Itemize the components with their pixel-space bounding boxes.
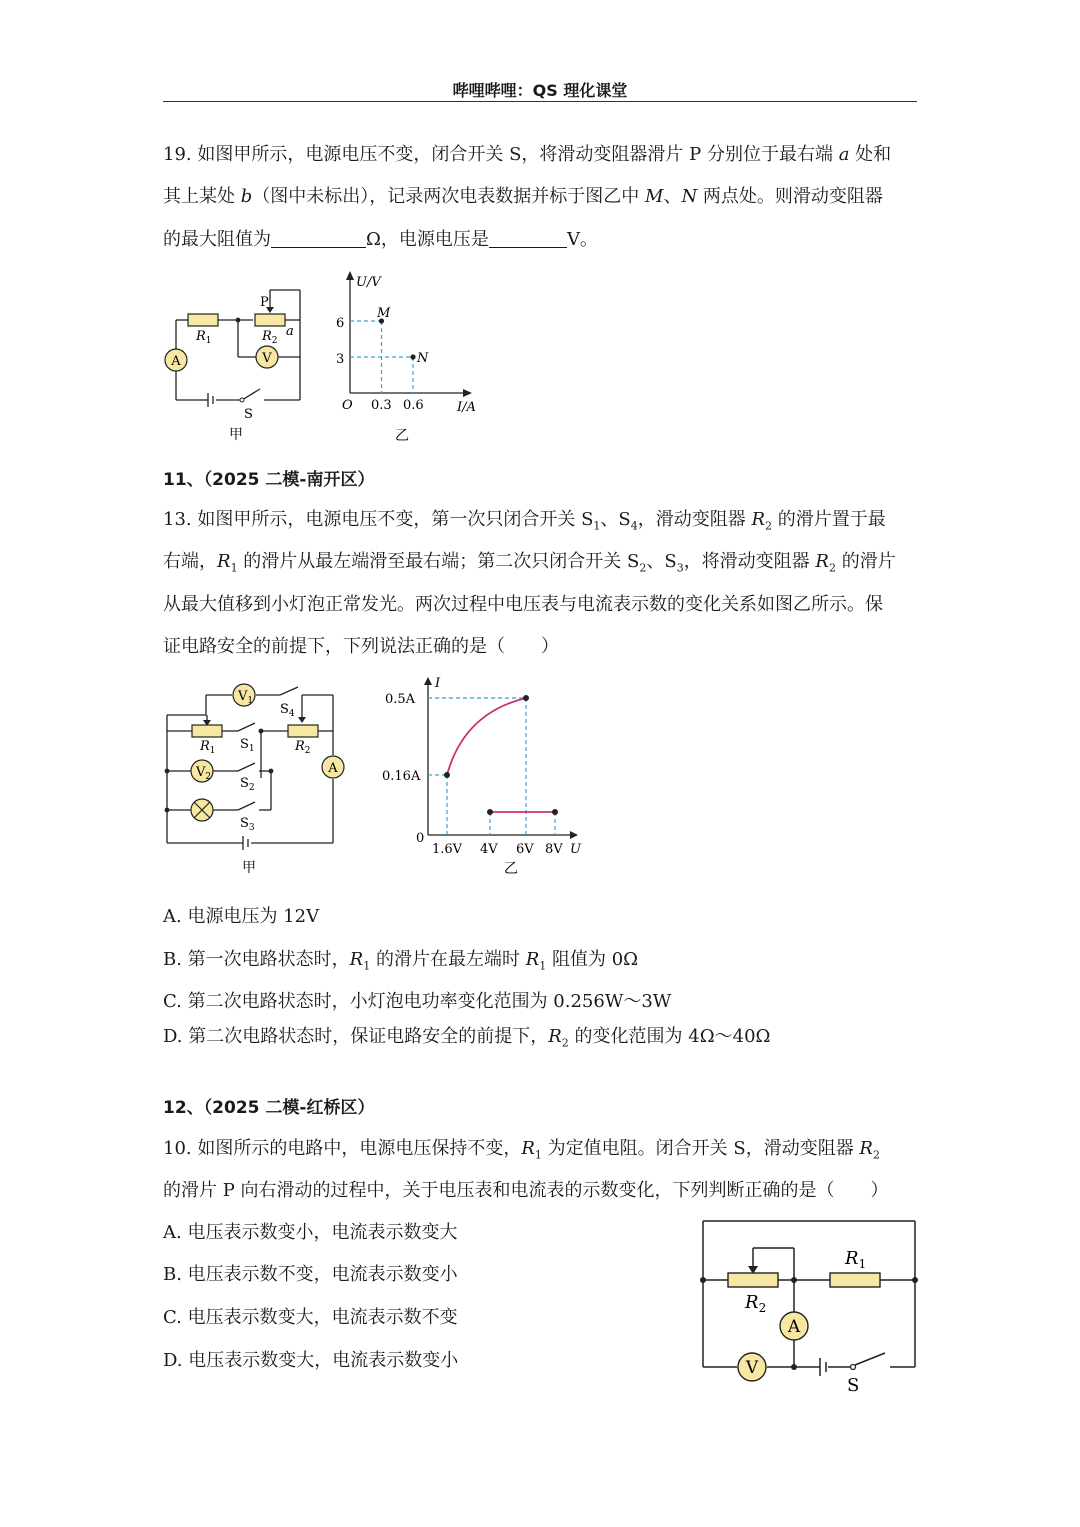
q10-option-b[interactable]: B. 电压表示数不变，电流表示数变小 [163, 1264, 458, 1285]
q10-option-c[interactable]: C. 电压表示数变大，电流表示数不变 [163, 1307, 458, 1328]
q10-line-1: 10. 如图所示的电路中，电源电压保持不变，$R_1$ 为定值电阻。闭合开关 S，滑动变阻器 $R_2$ [163, 1138, 880, 1162]
x-axis-label: I/A [457, 400, 476, 415]
y-tick-0.5A: 0.5A [385, 692, 416, 707]
x-tick-0.3: 0.3 [371, 398, 392, 413]
answer-blank-voltage[interactable] [489, 227, 567, 248]
r1-label: $R_1$ [200, 739, 216, 756]
q13-line-3: 从最大值移到小灯泡正常发光。两次过程中电压表与电流表示数的变化关系如图乙所示。保 [163, 594, 883, 615]
r2-label: $R_2$ [262, 329, 278, 346]
s1-label: $S_1$ [240, 737, 255, 754]
q13-option-c[interactable]: C. 第二次电路状态时，小灯泡电功率变化范围为 0.256W～3W [163, 991, 672, 1012]
point-N [410, 354, 415, 359]
q13-line-2: 右端，$R_1$ 的滑片从最左端滑至最右端；第二次只闭合开关 $S_2$、$S_3$，将滑动变阻器 $R_2$ 的滑片 [163, 551, 896, 575]
q19-u-i-chart [335, 266, 495, 446]
point-m-label: M [377, 306, 391, 321]
q13-option-d[interactable]: D. 第二次电路状态时，保证电路安全的前提下，$R_2$ 的变化范围为 4Ω～40Ω [163, 1026, 771, 1050]
q10-option-d[interactable]: D. 电压表示数变大，电流表示数变小 [163, 1350, 459, 1371]
x-axis-arrow [463, 389, 472, 397]
x-axis-label: U [570, 842, 581, 857]
v2-label: $V_2$ [196, 765, 212, 782]
s2-label: $S_2$ [240, 776, 255, 793]
answer-blank-resistance[interactable] [271, 227, 366, 248]
switch-s-label: S [244, 407, 253, 422]
switch-s-label: S [847, 1375, 860, 1396]
r2-label: $R_2$ [295, 739, 311, 756]
q19-circuit-diagram [160, 285, 310, 445]
slider-p-label: P [260, 295, 269, 310]
q13-line-4: 证电路安全的前提下，下列说法正确的是（ ） [163, 636, 559, 657]
q10-option-a[interactable]: A. 电压表示数变小，电流表示数变大 [163, 1222, 458, 1243]
y-axis-label: U/V [356, 275, 381, 290]
x-tick-1.6V: 1.6V [432, 842, 463, 857]
y-tick-6: 6 [336, 316, 345, 331]
q10-circuit-diagram [695, 1215, 925, 1400]
origin-label: 0 [416, 831, 425, 846]
x-tick-4V: 4V [480, 842, 498, 857]
s4-label: $S_4$ [280, 702, 295, 719]
x-tick-0.6: 0.6 [403, 398, 424, 413]
voltmeter-label: V [262, 351, 272, 366]
origin-label: O [342, 398, 353, 413]
r1-label: $R_1$ [845, 1248, 867, 1271]
q10-line-2: 的滑片 P 向右滑动的过程中，关于电压表和电流表的示数变化，下列判断正确的是（ ） [163, 1180, 889, 1201]
q13-option-b[interactable]: B. 第一次电路状态时，$R_1$ 的滑片在最左端时 $R_1$ 阻值为 0Ω [163, 949, 639, 973]
y-axis-label: I [435, 676, 441, 691]
x-tick-6V: 6V [516, 842, 534, 857]
figure-caption-jia: 甲 [242, 860, 256, 876]
r2-label: $R_2$ [745, 1292, 767, 1315]
page-header: 哔哩哔哩：QS 理化课堂 [452, 81, 628, 100]
r1-label: $R_1$ [196, 329, 212, 346]
r1-curve [447, 698, 526, 775]
y-tick-3: 3 [336, 352, 345, 367]
q13-i-u-chart [380, 675, 590, 885]
q19-line-1: 19. 如图甲所示，电源电压不变，闭合开关 S，将滑动变阻器滑片 P 分别位于最右端 a 处和 [163, 144, 892, 165]
v1-label: $V_1$ [238, 689, 254, 706]
x-tick-8V: 8V [545, 842, 563, 857]
s3-label: $S_3$ [240, 816, 255, 833]
end-a-label: a [286, 324, 294, 339]
ammeter-label: A [328, 761, 338, 776]
ammeter-label: A [171, 354, 181, 369]
figure-caption-jia: 甲 [229, 427, 243, 443]
y-tick-0.16A: 0.16A [382, 769, 421, 784]
q19-line-2: 其上某处 b（图中未标出），记录两次电表数据并标于图乙中 M、N 两点处。则滑动变阻器 [163, 186, 883, 207]
header-divider [163, 101, 917, 102]
q13-circuit-diagram [160, 675, 350, 885]
section-12-title: 12、（2025 二模-红桥区） [163, 1098, 375, 1118]
figure-caption-yi: 乙 [395, 428, 409, 444]
q13-line-1: 13. 如图甲所示，电源电压不变，第一次只闭合开关 $S_1$、$S_4$，滑动变阻器 $R_2$ 的滑片置于最 [163, 509, 886, 533]
y-axis-arrow [346, 271, 354, 280]
q19-line-3: 的最大阻值为 Ω，电源电压是 V。 [163, 229, 598, 250]
section-11-title: 11、（2025 二模-南开区） [163, 470, 375, 490]
figure-caption-yi: 乙 [504, 861, 518, 877]
ammeter-label: A [787, 1317, 801, 1337]
point-n-label: N [417, 351, 429, 366]
q13-option-a[interactable]: A. 电源电压为 12V [163, 906, 320, 927]
voltmeter-label: V [745, 1358, 759, 1378]
